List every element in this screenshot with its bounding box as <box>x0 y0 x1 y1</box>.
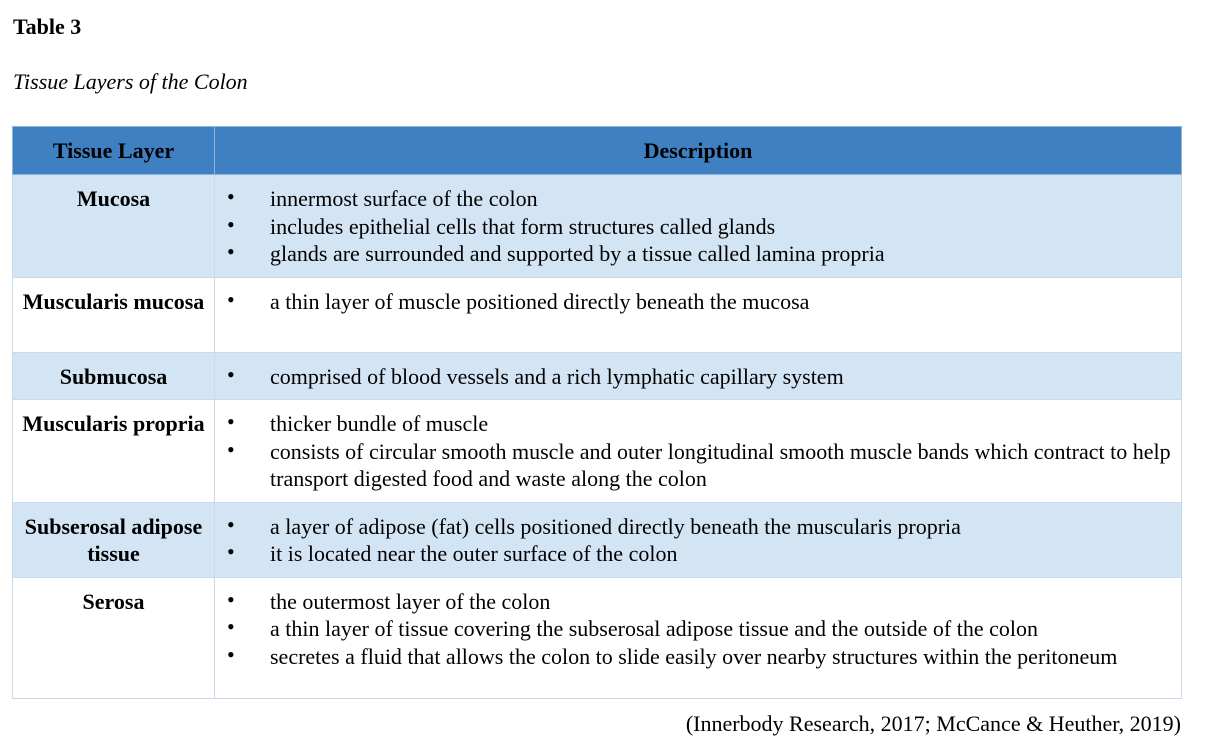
table-row <box>13 577 1182 698</box>
tissue-layer-description <box>215 502 1182 577</box>
list-item: • innermost surface of the colon <box>215 185 1181 213</box>
tissue-layer-description <box>215 577 1182 698</box>
list-item: • a layer of adipose (fat) cells positioned directly beneath the muscularis propria <box>215 513 1181 541</box>
list-item: • comprised of blood vessels and a rich lymphatic capillary system <box>215 363 1181 391</box>
bullet-list <box>215 513 1181 568</box>
table-caption: Tissue Layers of the Colon <box>13 69 248 94</box>
tissue-layer-name: Muscularis propria <box>13 400 215 503</box>
list-item: • consists of circular smooth muscle and outer longitudinal smooth muscle bands which contract to help transport digested food and waste along the colon <box>215 438 1181 493</box>
list-item: • secretes a fluid that allows the colon to slide easily over nearby structures within the peritoneum <box>215 643 1181 671</box>
tissue-layer-name: Serosa <box>13 577 215 698</box>
tissue-layer-description <box>215 400 1182 503</box>
table-row <box>13 352 1182 400</box>
bullet-list <box>215 410 1181 493</box>
list-item: • a thin layer of tissue covering the subserosal adipose tissue and the outside of the colon <box>215 615 1181 643</box>
bullet-list <box>215 185 1181 268</box>
table-row <box>13 175 1182 278</box>
table-row <box>13 277 1182 352</box>
bullet-list <box>215 288 1181 316</box>
table-number: Table 3 <box>13 14 82 39</box>
tissue-layer-name: Mucosa <box>13 175 215 278</box>
bullet-list <box>215 363 1181 391</box>
tissue-layer-name: Submucosa <box>13 352 215 400</box>
list-item: • the outermost layer of the colon <box>215 588 1181 616</box>
tissue-layer-name: Subserosal adipose tissue <box>13 502 215 577</box>
header-description: Description <box>215 127 1182 175</box>
list-item: • thicker bundle of muscle <box>215 410 1181 438</box>
list-item: • glands are surrounded and supported by a tissue called lamina propria <box>215 240 1181 268</box>
list-item: • includes epithelial cells that form structures called glands <box>215 213 1181 241</box>
header-tissue-layer: Tissue Layer <box>13 127 215 175</box>
tissue-layers-table <box>12 126 1182 699</box>
tissue-layer-description <box>215 352 1182 400</box>
list-item: • a thin layer of muscle positioned directly beneath the mucosa <box>215 288 1181 316</box>
table-body <box>13 175 1182 699</box>
tissue-layer-description <box>215 277 1182 352</box>
table-row <box>13 400 1182 503</box>
list-item: • it is located near the outer surface of the colon <box>215 540 1181 568</box>
tissue-layer-description <box>215 175 1182 278</box>
table-row <box>13 502 1182 577</box>
tissue-layer-name: Muscularis mucosa <box>13 277 215 352</box>
table-header-row <box>13 127 1182 175</box>
bullet-list <box>215 588 1181 671</box>
citation: (Innerbody Research, 2017; McCance & Heuther, 2019) <box>685 711 1181 736</box>
